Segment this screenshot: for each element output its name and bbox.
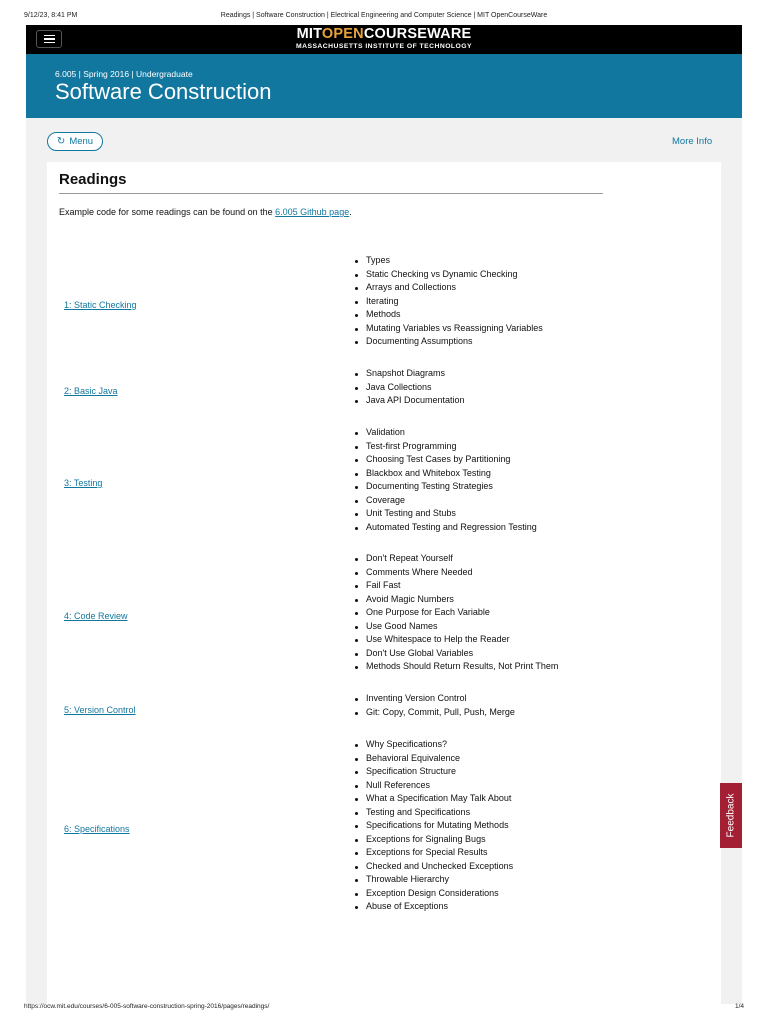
list-item: Throwable Hierarchy — [353, 873, 513, 887]
list-item: Exception Design Considerations — [353, 887, 513, 901]
logo-subtitle: MASSACHUSETTS INSTITUTE OF TECHNOLOGY — [295, 43, 472, 50]
reading-link-5[interactable]: 5: Version Control — [64, 705, 136, 715]
list-item: One Purpose for Each Variable — [353, 606, 558, 620]
feedback-button[interactable] — [720, 783, 742, 848]
refresh-icon: ↻ — [56, 135, 66, 147]
logo-text-mit: MIT — [296, 26, 322, 42]
list-item: Exceptions for Signaling Bugs — [353, 833, 513, 847]
list-item: Abuse of Exceptions — [353, 900, 513, 914]
list-item: Test-first Programming — [353, 440, 537, 454]
intro-text-before: Example code for some readings can be found on the — [59, 207, 276, 217]
list-item: Avoid Magic Numbers — [353, 593, 558, 607]
course-meta: 6.005 | Spring 2016 | Undergraduate — [55, 69, 193, 79]
list-item: Methods Should Return Results, Not Print Them — [353, 660, 558, 674]
list-item: Arrays and Collections — [353, 281, 543, 295]
topics-list-5 — [353, 692, 515, 719]
readings-table — [47, 162, 721, 1004]
topics-list-3 — [353, 426, 537, 534]
print-url: https://ocw.mit.edu/courses/6-005-software-construction-spring-2016/pages/readings/ — [24, 1003, 270, 1010]
list-item: Static Checking vs Dynamic Checking — [353, 268, 543, 282]
reading-link-3[interactable]: 3: Testing — [64, 478, 103, 488]
more-info-link[interactable]: More Info — [672, 136, 713, 147]
list-item: Don't Repeat Yourself — [353, 552, 558, 566]
list-item: Inventing Version Control — [353, 692, 515, 706]
reading-link-1[interactable]: 1: Static Checking — [64, 300, 137, 310]
list-item: Comments Where Needed — [353, 566, 558, 580]
reading-link-6[interactable]: 6: Specifications — [64, 824, 130, 834]
list-item: Don't Use Global Variables — [353, 647, 558, 661]
list-item: What a Specification May Talk About — [353, 792, 513, 806]
reading-link-2[interactable]: 2: Basic Java — [64, 386, 118, 396]
list-item: Java Collections — [353, 381, 465, 395]
list-item: Git: Copy, Commit, Pull, Push, Merge — [353, 706, 515, 720]
list-item: Testing and Specifications — [353, 806, 513, 820]
list-item: Fail Fast — [353, 579, 558, 593]
print-footer — [0, 1000, 768, 1024]
course-title[interactable]: Software Construction — [55, 79, 272, 104]
list-item: Mutating Variables vs Reassigning Variables — [353, 322, 543, 336]
site-header — [26, 25, 742, 54]
topics-list-1 — [353, 254, 543, 349]
print-date: 9/12/23, 8:41 PM — [24, 12, 78, 19]
list-item: Use Whitespace to Help the Reader — [353, 633, 558, 647]
list-item: Blackbox and Whitebox Testing — [353, 467, 537, 481]
list-item: Use Good Names — [353, 620, 558, 634]
list-item: Exceptions for Special Results — [353, 846, 513, 860]
logo-text-courseware: COURSEWARE — [363, 26, 472, 42]
list-item: Documenting Assumptions — [353, 335, 543, 349]
list-item: Methods — [353, 308, 543, 322]
list-item: Specifications for Mutating Methods — [353, 819, 513, 833]
print-page-number: 1/4 — [734, 1003, 744, 1010]
list-item: Snapshot Diagrams — [353, 367, 465, 381]
list-item: Documenting Testing Strategies — [353, 480, 537, 494]
list-item: Specification Structure — [353, 765, 513, 779]
list-item: Behavioral Equivalence — [353, 752, 513, 766]
list-item: Choosing Test Cases by Partitioning — [353, 453, 537, 467]
list-item: Validation — [353, 426, 537, 440]
list-item: Iterating — [353, 295, 543, 309]
print-document-title: Readings | Software Construction | Electrical Engineering and Computer Science | MIT OpenCourseWare — [220, 12, 548, 19]
list-item: Unit Testing and Stubs — [353, 507, 537, 521]
page-title: Readings — [59, 171, 127, 188]
course-banner — [26, 54, 742, 118]
list-item: Automated Testing and Regression Testing — [353, 521, 537, 535]
intro-text-after: . — [349, 207, 352, 217]
list-item: Why Specifications? — [353, 738, 513, 752]
feedback-label: Feedback — [725, 793, 737, 838]
print-header — [0, 0, 768, 24]
list-item: Checked and Unchecked Exceptions — [353, 860, 513, 874]
list-item: Coverage — [353, 494, 537, 508]
reading-link-4[interactable]: 4: Code Review — [64, 611, 128, 621]
menu-button[interactable] — [47, 132, 103, 151]
list-item: Null References — [353, 779, 513, 793]
topics-list-2 — [353, 367, 465, 408]
content-card — [47, 162, 721, 1004]
list-item: Java API Documentation — [353, 394, 465, 408]
list-item: Types — [353, 254, 543, 268]
github-page-link[interactable]: 6.005 Github page — [275, 207, 350, 217]
menu-button-label: Menu — [69, 136, 94, 147]
logo-text-open: OPEN — [321, 26, 364, 42]
ocw-logo[interactable] — [26, 27, 742, 51]
topics-list-6 — [353, 738, 513, 914]
topics-list-4 — [353, 552, 558, 674]
